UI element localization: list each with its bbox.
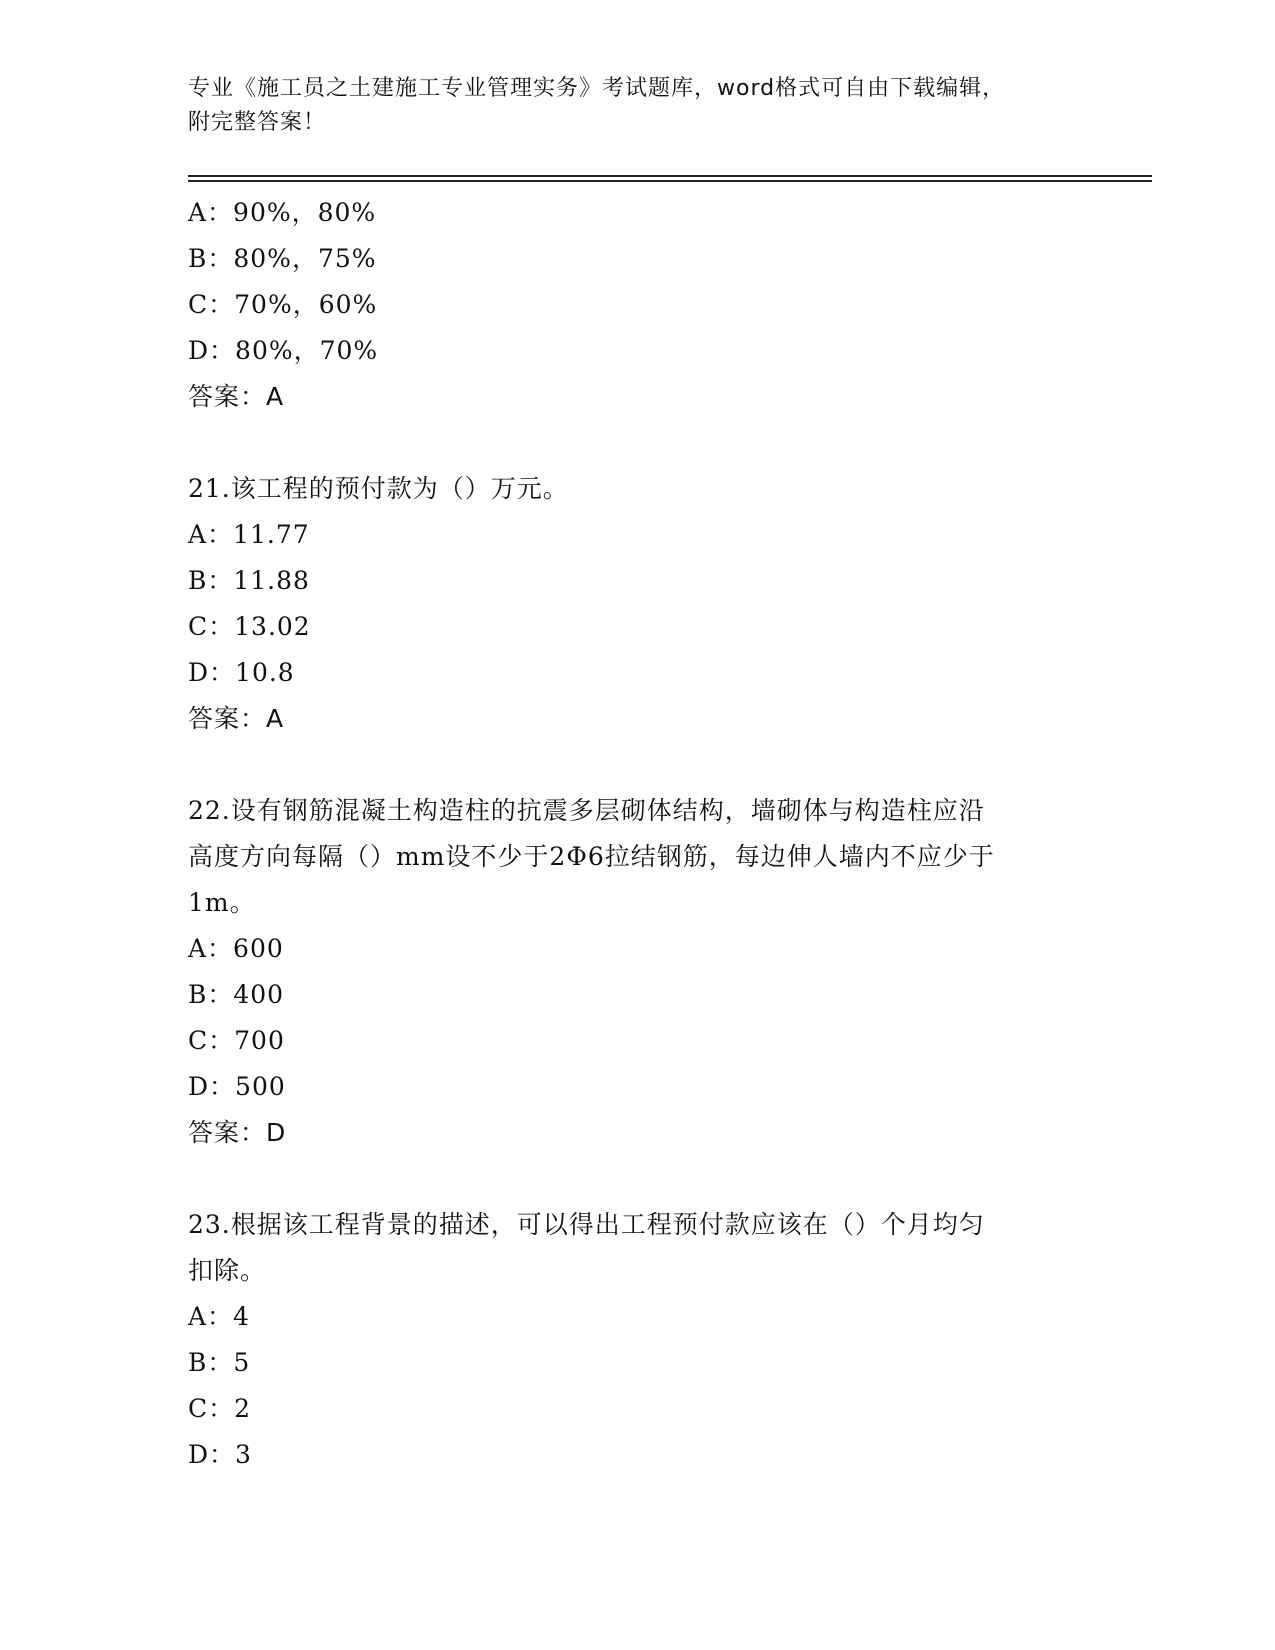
- question-text-line-1: 23.根据该工程背景的描述，可以得出工程预付款应该在（）个月均匀: [188, 1210, 985, 1239]
- option-a: A：600: [188, 934, 284, 963]
- answer: 答案：A: [188, 382, 285, 411]
- question-block-prev: [188, 190, 1088, 420]
- question-block-22: [188, 788, 1088, 1156]
- spacer: [188, 1156, 1088, 1202]
- spacer: [188, 420, 1088, 466]
- question-block-23: [188, 1202, 1088, 1478]
- option-b: B：80%，75%: [188, 244, 377, 273]
- option-d: D：3: [188, 1440, 252, 1469]
- answer: 答案：D: [188, 1118, 287, 1147]
- answer: 答案：A: [188, 704, 285, 733]
- option-d: D：10.8: [188, 658, 295, 687]
- option-a: A：90%，80%: [188, 198, 377, 227]
- spacer: [188, 742, 1088, 788]
- option-b: B：11.88: [188, 566, 310, 595]
- option-c: C：13.02: [188, 612, 311, 641]
- header-line-1: 专业《施工员之土建施工专业管理实务》考试题库，word格式可自由下载编辑，: [188, 76, 1006, 101]
- question-text-line-2: 扣除。: [188, 1256, 267, 1285]
- question-text-line-1: 22.设有钢筋混凝土构造柱的抗震多层砌体结构，墙砌体与构造柱应沿: [188, 796, 985, 825]
- option-d: D：80%，70%: [188, 336, 379, 365]
- question-text: 21.该工程的预付款为（）万元。: [188, 474, 569, 503]
- header-line-2: 附完整答案！: [188, 110, 327, 135]
- option-b: B：400: [188, 980, 285, 1009]
- question-text-line-3: 1m。: [188, 888, 256, 917]
- question-text-line-2: 高度方向每隔（）mm设不少于2Φ6拉结钢筋，每边伸人墙内不应少于: [188, 842, 995, 871]
- document-header: [188, 72, 1088, 140]
- option-c: C：70%，60%: [188, 290, 378, 319]
- option-c: C：2: [188, 1394, 252, 1423]
- option-c: C：700: [188, 1026, 285, 1055]
- option-d: D：500: [188, 1072, 286, 1101]
- header-divider-bottom: [188, 180, 1152, 182]
- header-divider-top: [188, 175, 1152, 177]
- option-a: A：11.77: [188, 520, 310, 549]
- option-b: B：5: [188, 1348, 251, 1377]
- question-list: [188, 190, 1088, 1478]
- question-block-21: [188, 466, 1088, 742]
- option-a: A：4: [188, 1302, 250, 1331]
